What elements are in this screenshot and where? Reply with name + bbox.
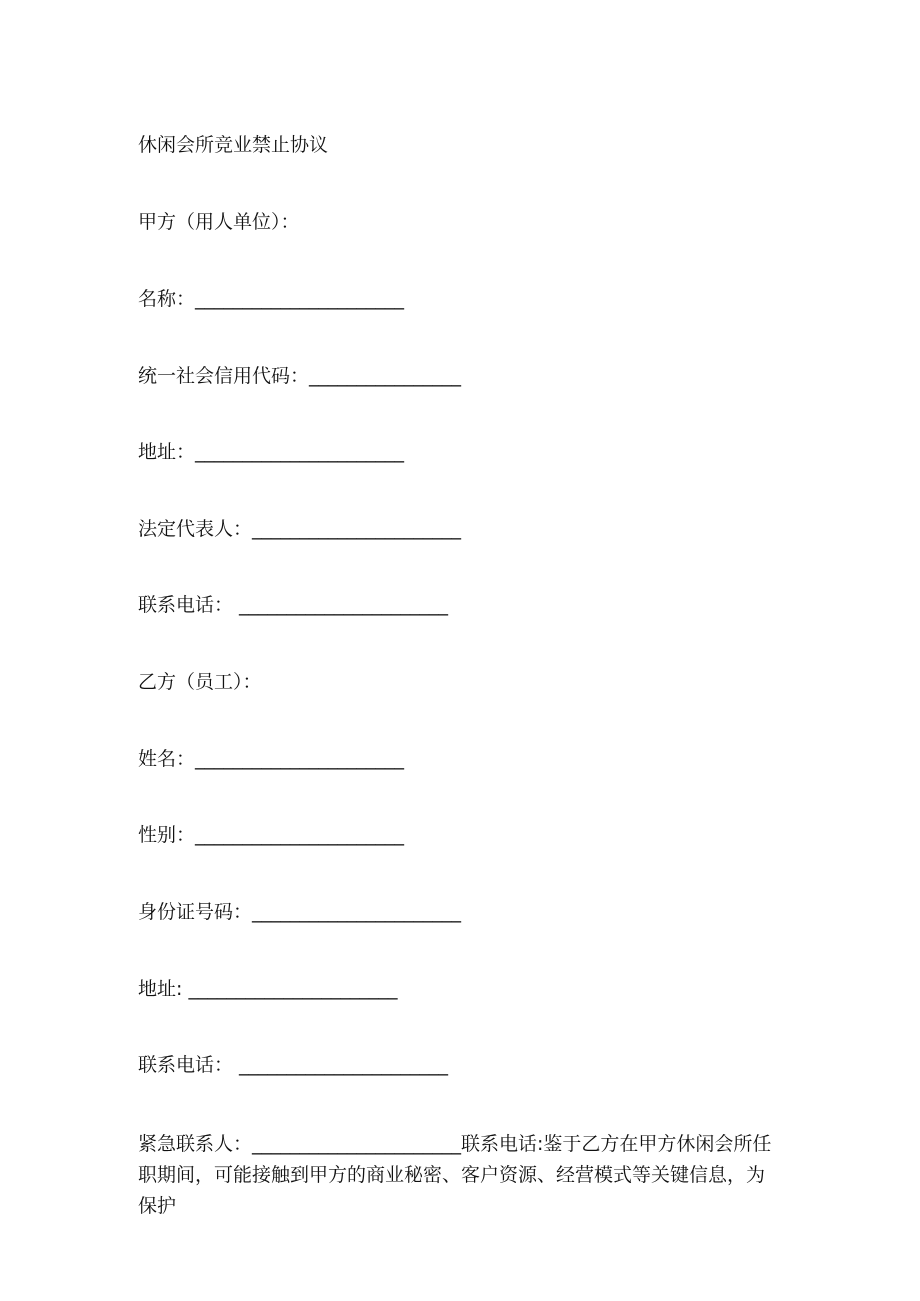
party-a-heading: 甲方（用人单位）： — [138, 211, 300, 233]
party-a-phone-field: 联系电话： ______________________ — [138, 594, 449, 616]
party-b-heading: 乙方（员工）： — [138, 671, 262, 693]
party-b-address-field: 地址: ______________________ — [138, 978, 398, 1000]
party-b-id-field: 身份证号码：______________________ — [138, 901, 462, 923]
party-b-gender-field: 性别：______________________ — [138, 824, 405, 846]
party-a-legal-rep-field: 法定代表人：______________________ — [138, 518, 462, 540]
party-b-name-field: 姓名：______________________ — [138, 748, 405, 770]
party-a-credit-code-field: 统一社会信用代码：________________ — [138, 365, 462, 387]
emergency-contact-paragraph: 紧急联系人：______________________联系电话:鉴于乙方在甲方休闲会所任职期间，可能接触到甲方的商业秘密、客户资源、经营模式等关键信息，为保护 — [138, 1133, 772, 1217]
party-a-name-field: 名称：______________________ — [138, 288, 405, 310]
party-b-phone-field: 联系电话： ______________________ — [138, 1054, 449, 1076]
document-title: 休闲会所竞业禁止协议 — [138, 134, 329, 156]
party-a-address-field: 地址：______________________ — [138, 441, 405, 463]
